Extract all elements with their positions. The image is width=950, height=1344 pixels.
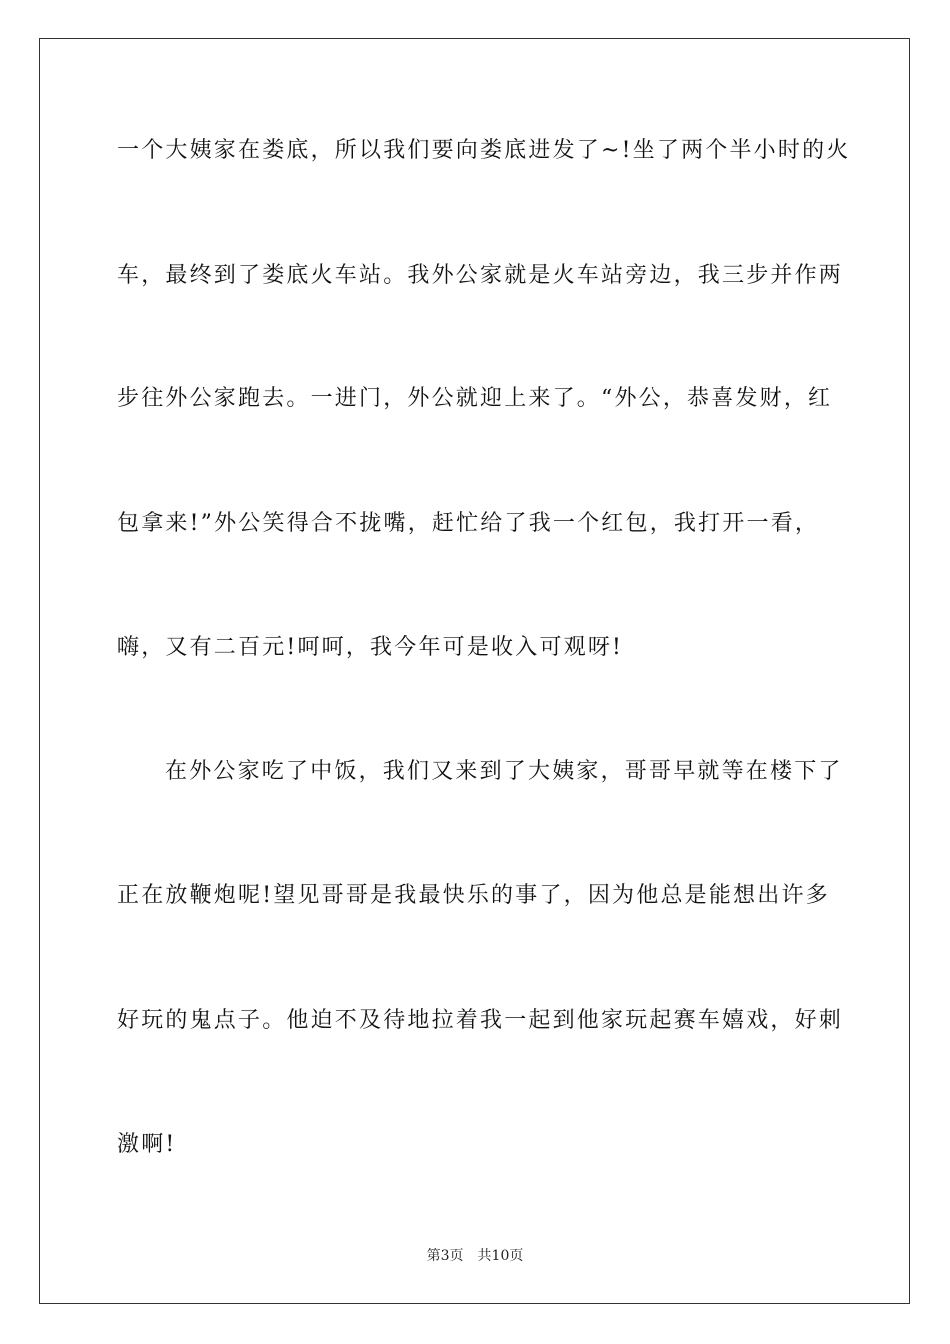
body-text-line-7: 正在放鞭炮呢!望见哥哥是我最快乐的事了，因为他总是能想出许多 <box>117 883 830 908</box>
page-number: 第3页 <box>426 1248 464 1264</box>
paragraph-start-line: 在外公家吃了中饭，我们又来到了大姨家，哥哥早就等在楼下了 <box>165 759 843 784</box>
total-pages: 共10页 <box>477 1248 524 1264</box>
page-footer <box>0 1247 950 1265</box>
page-border <box>39 38 910 1304</box>
body-text-line-1: 一个大姨家在娄底，所以我们要向娄底进发了~!坐了两个半小时的火 <box>117 138 851 163</box>
body-text-line-3: 步往外公家跑去。一进门，外公就迎上来了。“外公，恭喜发财，红 <box>117 386 833 411</box>
body-text-line-9: 激啊! <box>117 1132 177 1157</box>
body-text-line-4: 包拿来!”外公笑得合不拢嘴，赶忙给了我一个红包，我打开一看， <box>117 511 820 536</box>
body-text-line-8: 好玩的鬼点子。他迫不及待地拉着我一起到他家玩起赛车嬉戏，好刺 <box>117 1008 844 1033</box>
body-text-line-5: 嗨，又有二百元!呵呵，我今年可是收入可观呀! <box>117 635 624 660</box>
body-text-line-2: 车，最终到了娄底火车站。我外公家就是火车站旁边，我三步并作两 <box>117 263 844 288</box>
